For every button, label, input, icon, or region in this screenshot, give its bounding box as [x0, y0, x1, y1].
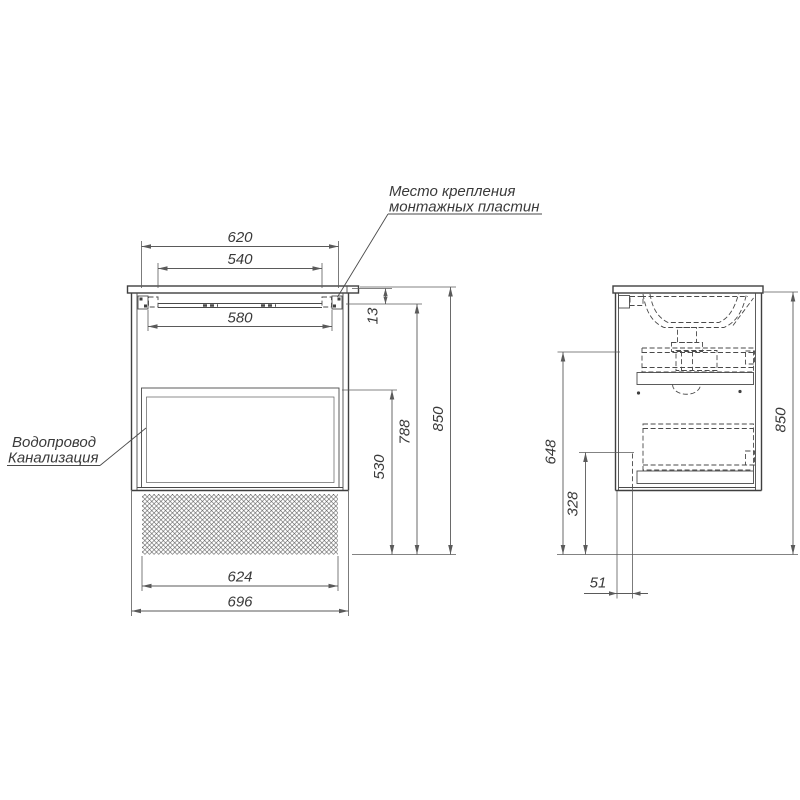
dim-opening-width-624: [142, 556, 338, 591]
dim-text-696: 696: [227, 593, 253, 611]
dim-text-530: 530: [371, 454, 388, 480]
front-view-dimensions: [132, 229, 457, 616]
dim-upper-rail-height-648: [543, 352, 621, 555]
dim-lower-rail-height-328: [565, 453, 635, 555]
dim-opening-height-530: [342, 390, 397, 555]
plumbing-leader-line: [100, 428, 146, 466]
side-bottom-drawer-slide: [637, 471, 754, 484]
dim-plate-centers-580: [148, 310, 332, 332]
dim-text-620: 620: [227, 229, 253, 246]
plumbing-label-line1: Водопровод: [12, 434, 97, 451]
side-countertop: [613, 286, 763, 293]
side-view-dimensions: [543, 292, 799, 599]
dim-text-540: 540: [227, 251, 253, 268]
front-pipe-zone-lower: [142, 494, 338, 555]
dim-text-648: 648: [542, 439, 560, 465]
dim-text-850-side: 850: [772, 407, 790, 433]
front-mounting-plate-right: [322, 296, 342, 309]
dim-text-13: 13: [364, 307, 382, 325]
dim-total-height-850-side: [764, 292, 798, 555]
side-mounting-bracket: [619, 296, 644, 309]
side-bottom-drawer: [633, 424, 755, 487]
dim-countertop-thickness-13: [352, 289, 392, 325]
mounting-label-line2: монтажных пластин: [389, 198, 540, 216]
dim-text-328: 328: [564, 491, 582, 517]
mounting-leader-line: [338, 214, 389, 297]
dim-text-624: 624: [227, 568, 253, 586]
plumbing-label-line2: Канализация: [8, 449, 99, 467]
dim-wall-offset-51: [584, 488, 648, 599]
dim-text-788: 788: [396, 419, 414, 445]
side-view: [613, 286, 763, 491]
side-dot-left: [637, 391, 640, 394]
front-mounting-rail: [158, 304, 322, 308]
side-top-drawer: [642, 348, 755, 372]
annotation-plumbing: [7, 428, 146, 467]
front-countertop: [128, 286, 359, 293]
dim-rail-height-788: [346, 304, 422, 555]
side-dot-right: [738, 390, 741, 393]
mounting-label-line1: Место крепления: [389, 183, 516, 200]
dim-text-51: 51: [589, 574, 607, 592]
dim-plate-span-inner-540: [158, 251, 322, 288]
dim-text-580: 580: [227, 309, 253, 327]
dim-text-850-front: 850: [430, 406, 447, 432]
side-top-drawer-slide: [637, 373, 754, 385]
front-pipe-zone-upper: [142, 388, 340, 488]
front-mounting-plate-left: [138, 296, 158, 309]
annotation-mounting-plates: [338, 183, 543, 297]
side-washbasin: [641, 294, 754, 328]
